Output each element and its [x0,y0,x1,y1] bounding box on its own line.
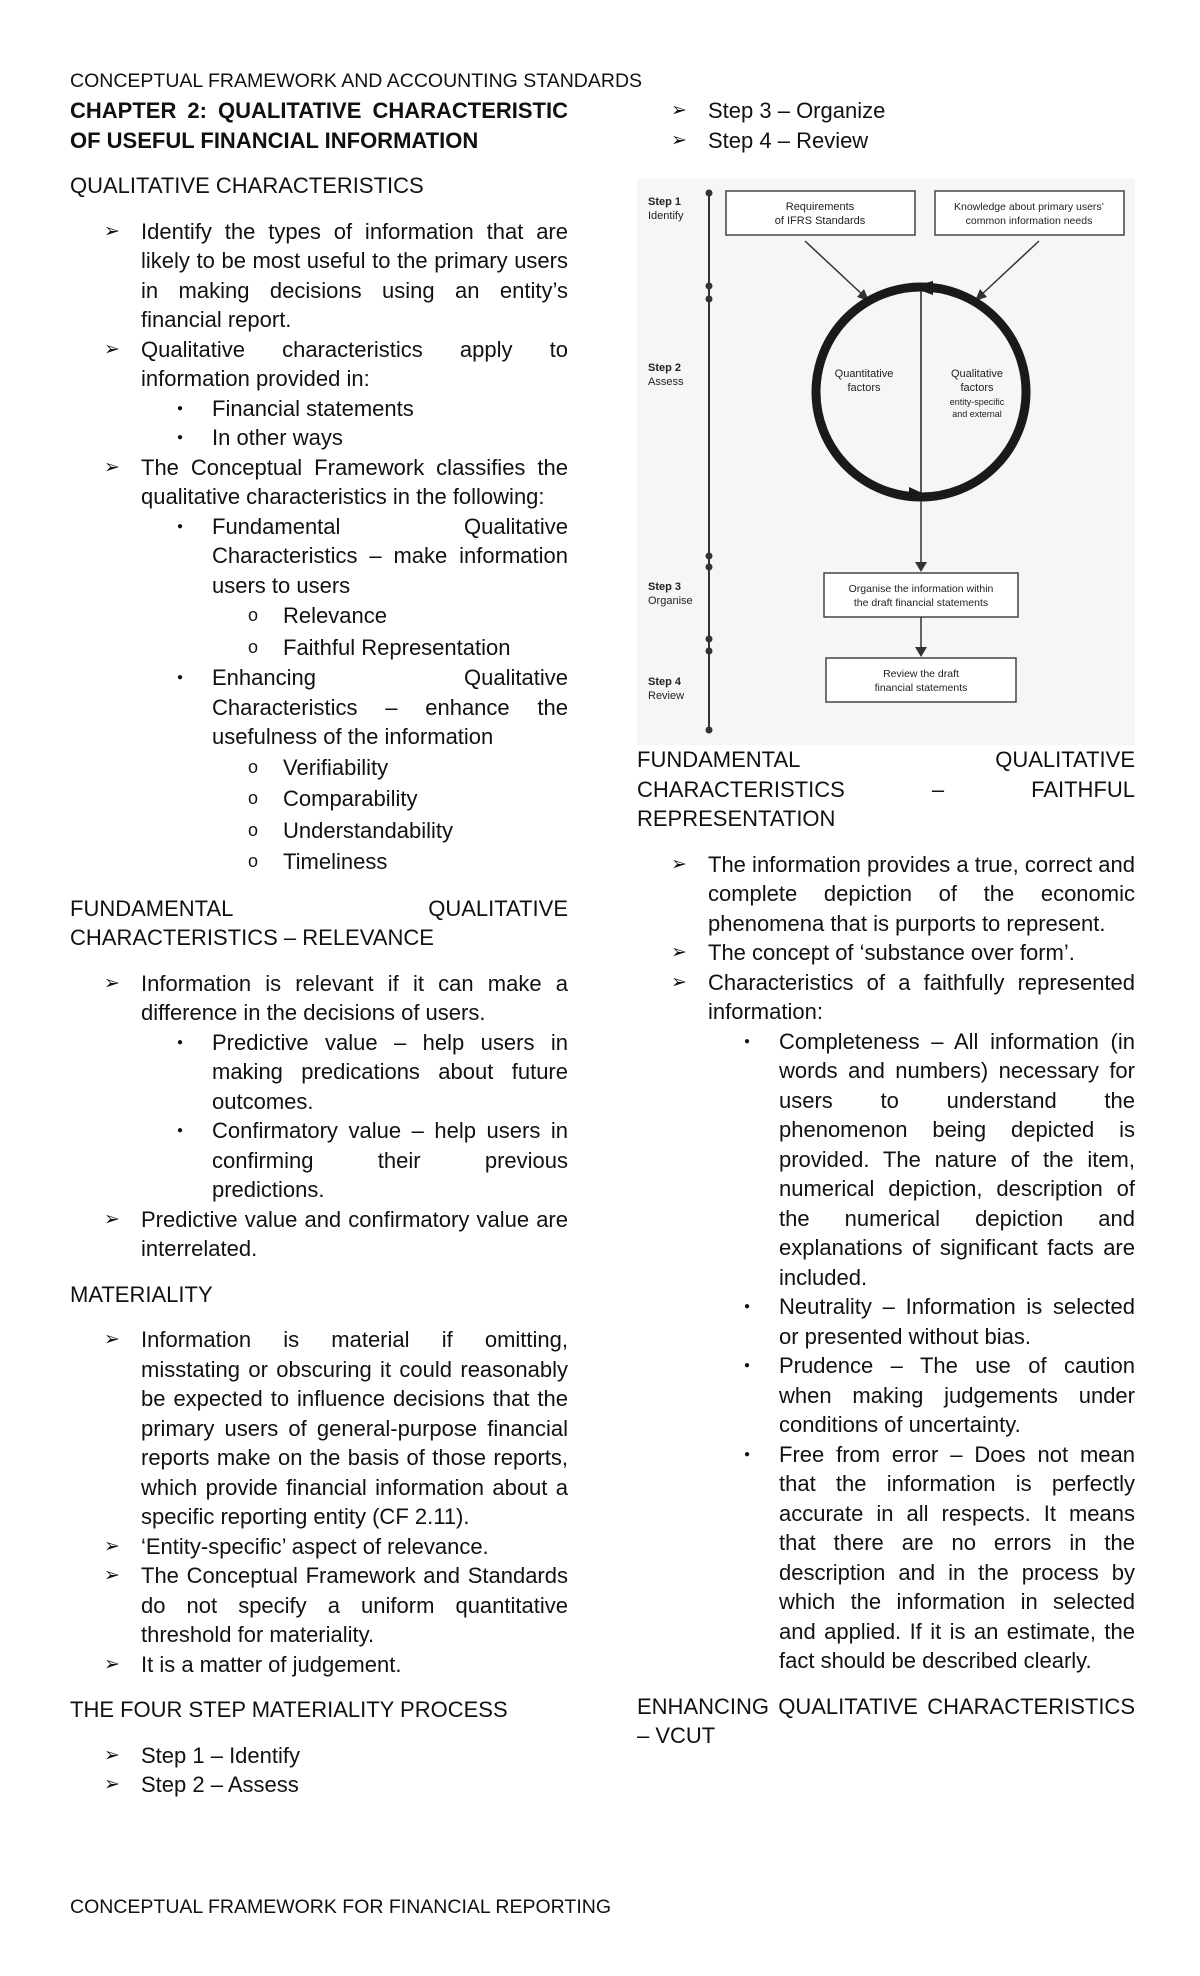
enhancing-item: o Timeliness [70,846,568,878]
sub-list-item: ● Free from error – Does not mean that the information is perfectly accurate in all respects. It means that there are no errors in the description and in the process by which the information in selected and applied. If it is an estimate, the fact should be described clearly. [637,1440,1135,1676]
diagram-step3-sub: Organise [648,595,693,607]
qualitative-text-1: Qualitative [951,368,1003,380]
requirements-text-1: Requirements [785,201,855,213]
organise-box [824,573,1018,617]
list-item: ➢ The concept of ‘substance over form’. [637,938,1135,968]
sub-list [141,512,568,878]
sub-list-item: ● Prudence – The use of caution when making judgements under conditions of uncertainty. [637,1351,1135,1440]
review-box [826,658,1016,702]
diagram-step2-label: Step 2 [648,362,682,374]
knowledge-box [935,191,1124,235]
list-item: ➢ Step 2 – Assess [70,1770,568,1800]
fundamental-qc-text: Fundamental Qualitative Characteristics – make information users to users [212,513,568,598]
page-footer: CONCEPTUAL FRAMEWORK FOR FINANCIAL REPORTING [70,1896,611,1918]
left-column [70,96,568,1800]
sub-list-item: ● Neutrality – Information is selected or presented without bias. [637,1292,1135,1351]
sub-list-item [70,512,568,664]
fundamental-list [212,600,568,663]
faithful-representation-list [637,850,1135,1676]
sub-list-item: ● In other ways [70,423,568,453]
list-item: ➢ The information provides a true, correct and complete depiction of the economic phenomena that is purports to represent. [637,850,1135,939]
qualitative-text-3: entity-specific [949,397,1005,407]
requirements-box [726,191,915,235]
list-item: ➢ Predictive value and confirmatory value are interrelated. [70,1205,568,1264]
page-header: CONCEPTUAL FRAMEWORK AND ACCOUNTING STANDARDS [70,70,643,92]
four-step-list-continued [637,96,1135,155]
organise-text-2: the draft financial statements [853,597,989,609]
qualitative-text-2: factors [960,382,994,394]
list-item [637,968,1135,1676]
list-item-text: Qualitative characteristics apply to information provided in: [141,336,568,391]
sub-list-item: ● Financial statements [70,394,568,424]
diagram-step2-sub: Assess [648,376,684,388]
list-item: ➢ It is a matter of judgement. [70,1650,568,1680]
fundamental-item: o Relevance [70,600,568,632]
section-heading-relevance: FUNDAMENTAL QUALITATIVE CHARACTERISTICS – RELEVANCE [70,895,568,950]
knowledge-text-2: common information needs [965,215,1093,227]
section-heading-faithful-representation: FUNDAMENTAL QUALITATIVE CHARACTERISTICS – FAITHFUL REPRESENTATION [637,747,1135,831]
relevance-list [70,969,568,1264]
organise-text-1: Organise the information within [848,583,994,595]
chapter-title: CHAPTER 2: QUALITATIVE CHARACTERISTIC OF USEFUL FINANCIAL INFORMATION [70,98,568,153]
sub-list [141,394,568,453]
diagram-step4-sub: Review [648,690,685,702]
enhancing-qc-text: Enhancing Qualitative Characteristics – enhance the usefulness of the information [212,665,568,749]
sub-list-item [70,663,568,878]
quantitative-text-1: Quantitative [834,368,894,380]
diagram-step1-label: Step 1 [648,196,682,208]
materiality-list [70,1325,568,1679]
diagram-step3-label: Step 3 [648,581,682,593]
qc-list [70,217,568,878]
review-text-1: Review the draft [883,668,959,680]
list-item: ➢ Step 3 – Organize [637,96,1135,126]
list-item-text: The Conceptual Framework classifies the qualitative characteristics in the following: [141,454,568,509]
list-item: ➢ Identify the types of information that are likely to be most useful to the primary users in making decisions using an entity’s financial report. [70,217,568,335]
list-item [70,969,568,1205]
list-item-text: Characteristics of a faithfully represented information: [708,969,1135,1024]
sub-list-item: ● Completeness – All information (in words and numbers) necessary for users to understand the phenomenon being depicted is provided. The nature of the item, numerical depiction, description of the numerical depiction and explanations of significant facts are included. [637,1027,1135,1293]
enhancing-list [212,752,568,878]
sub-list [708,1027,1135,1676]
list-item [70,335,568,453]
section-heading-materiality: MATERIALITY [70,1281,213,1307]
list-item: ➢ ‘Entity-specific’ aspect of relevance. [70,1532,568,1562]
right-column [637,96,1135,1767]
requirements-text-2: of IFRS Standards [774,215,866,227]
list-item: ➢ Step 1 – Identify [70,1741,568,1771]
list-item: ➢ The Conceptual Framework and Standards do not specify a uniform quantitative threshold for materiality. [70,1561,568,1650]
materiality-process-diagram [637,179,1135,745]
section-heading-qualitative-characteristics: QUALITATIVE CHARACTERISTICS [70,173,424,198]
sub-list-item: ● Predictive value – help users in making predications about future outcomes. [70,1028,568,1117]
qualitative-text-4: and external [952,409,1002,419]
diagram-step1-sub: Identify [648,210,684,222]
quantitative-text-2: factors [847,382,881,394]
list-item-text: Information is relevant if it can make a difference in the decisions of users. [141,970,568,1025]
enhancing-item: o Verifiability [70,752,568,784]
knowledge-text-1: Knowledge about primary users’ [954,201,1104,213]
sub-list-item: ● Confirmatory value – help users in confirming their previous predictions. [70,1116,568,1205]
four-step-list [70,1741,568,1800]
enhancing-item: o Comparability [70,783,568,815]
list-item: ➢ Information is material if omitting, misstating or obscuring it could reasonably be expected to influence decisions that the primary users of general-purpose financial reports make on the basis of those reports, which provide financial information about a specific reporting entity (CF 2.11). [70,1325,568,1532]
section-heading-vcut: ENHANCING QUALITATIVE CHARACTERISTICS – VCUT [637,1693,1135,1748]
list-item [70,453,568,878]
section-heading-four-step: THE FOUR STEP MATERIALITY PROCESS [70,1697,508,1722]
sub-list [141,1028,568,1205]
enhancing-item: o Understandability [70,815,568,847]
diagram-step4-label: Step 4 [648,676,682,688]
fundamental-item: o Faithful Representation [70,632,568,664]
review-text-2: financial statements [874,682,968,694]
list-item: ➢ Step 4 – Review [637,126,1135,156]
